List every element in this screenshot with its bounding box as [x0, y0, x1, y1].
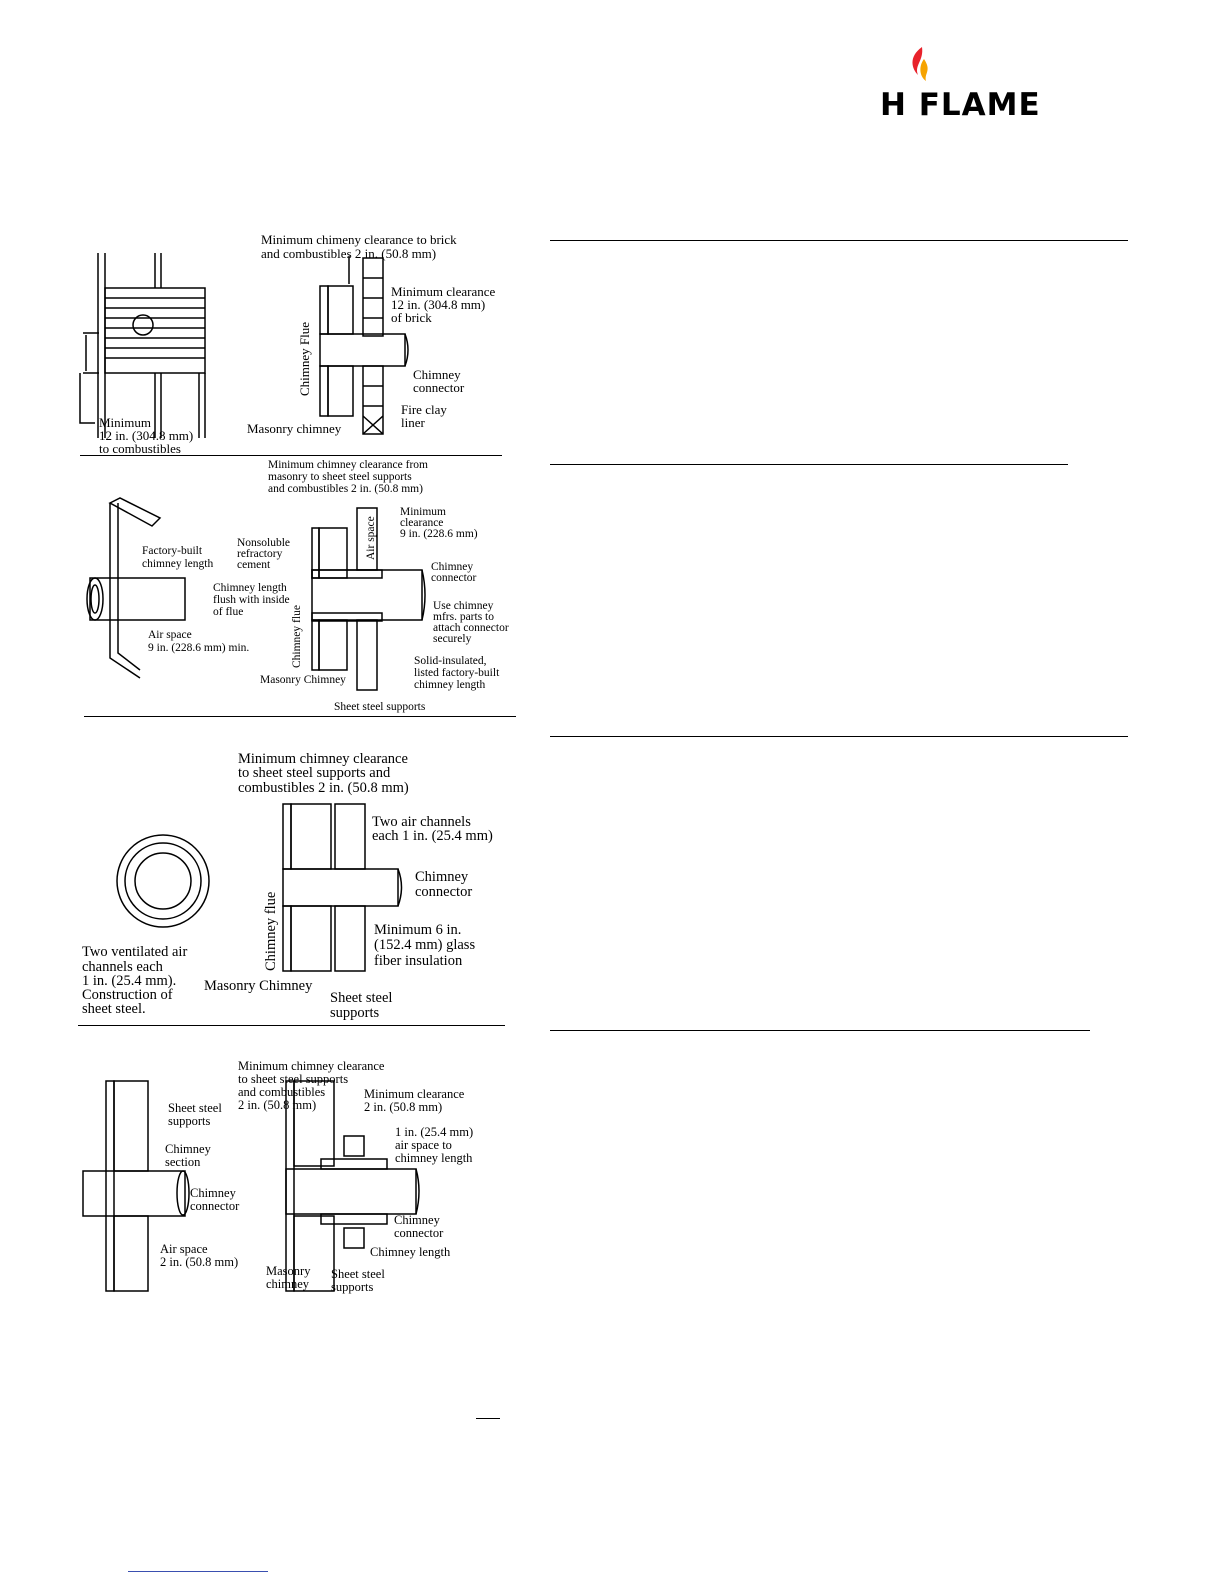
fig-b-factory-2: chimney length: [142, 558, 214, 570]
fig-b-top-1: Minimum chimney clearance from: [268, 459, 428, 471]
fig-c-vent-3: 1 in. (25.4 mm).: [82, 973, 177, 989]
fig-c-flue: Chimney flue: [263, 891, 279, 971]
fig-d-sheet-2: supports: [331, 1280, 374, 1294]
rule-1: [550, 240, 1128, 241]
fig-separator-3: [78, 1025, 505, 1026]
fig-c-top-2: to sheet steel supports and: [238, 765, 391, 781]
figure-ventilated: [78, 746, 518, 1024]
fig-c-vent-5: sheet steel.: [82, 1001, 146, 1017]
fig-d-min2-2: 2 in. (50.8 mm): [364, 1100, 443, 1114]
fig-b-min9-3: 9 in. (228.6 mm): [400, 528, 478, 540]
figure-sheet-steel: [78, 1056, 518, 1306]
fig-d-sheetleft-1: Sheet steel: [168, 1101, 222, 1115]
fig-d-section-2: section: [165, 1155, 201, 1169]
fig-d-connright-2: connector: [394, 1226, 444, 1240]
logo-text: H FLAME: [880, 87, 1041, 123]
fig-b-min9-1: Minimum: [400, 506, 447, 518]
fig-c-sheet-1: Sheet steel: [330, 990, 393, 1006]
fig-b-flush-3: of flue: [213, 606, 244, 618]
fig-c-top-1: Minimum chimney clearance: [238, 751, 408, 767]
fig-c-connector-2: connector: [415, 884, 473, 900]
fig-c-min6-3: fiber insulation: [374, 953, 463, 969]
fig-b-use-3: attach connector: [433, 622, 509, 634]
fig-c-twoair-2: each 1 in. (25.4 mm): [372, 828, 493, 844]
fig-c-min6-1: Minimum 6 in.: [374, 922, 462, 938]
fig-d-section-1: Chimney: [165, 1142, 211, 1156]
fig-a-minclear-3: of brick: [391, 310, 432, 325]
fig-b-nonsol-2: refractory: [237, 548, 283, 560]
fig-a-top-1: Minimum chimeny clearance to brick: [261, 232, 457, 247]
figure-factory-built: [80, 458, 520, 716]
fig-d-top-3: and combustibles: [238, 1085, 326, 1099]
fig-b-air9-1: Air space: [148, 629, 192, 641]
fig-b-nonsol-1: Nonsoluble: [237, 537, 291, 549]
fig-d-onein-2: air space to: [395, 1138, 452, 1152]
fig-b-flush-2: flush with inside: [213, 594, 290, 606]
fig-a-connector-2: connector: [413, 380, 465, 395]
fig-a-min12-1: Minimum: [99, 415, 152, 430]
fig-c-sheet-2: supports: [330, 1005, 380, 1021]
fig-c-top-3: combustibles 2 in. (50.8 mm): [238, 780, 409, 796]
fig-b-solid-2: listed factory-built: [414, 667, 500, 679]
fig-b-airspace-v: Air space: [365, 516, 377, 560]
fig-c-masonry: Masonry Chimney: [204, 978, 313, 994]
fig-b-factory-1: Factory-built: [142, 545, 203, 557]
fig-c-vent-2: channels each: [82, 959, 163, 975]
fig-d-connleft-1: Chimney: [190, 1186, 236, 1200]
fig-c-vent-4: Construction of: [82, 987, 173, 1003]
fig-d-length: Chimney length: [370, 1245, 451, 1259]
fig-b-top-2: masonry to sheet steel supports: [268, 471, 412, 483]
fig-b-nonsol-3: cement: [237, 559, 271, 571]
fig-a-minclear-2: 12 in. (304.8 mm): [391, 297, 486, 312]
fig-c-connector-1: Chimney: [415, 869, 469, 885]
fig-d-onein-1: 1 in. (25.4 mm): [395, 1125, 474, 1139]
fig-a-min12-2: 12 in. (304.8 mm): [99, 428, 194, 443]
fig-a-liner-1: Fire clay: [401, 402, 447, 417]
rule-2: [550, 464, 1068, 465]
fig-a-top-2: and combustibles 2 in. (50.8 mm): [261, 246, 437, 261]
footer-link-underline[interactable]: [128, 1571, 268, 1572]
fig-b-connector-1: Chimney: [431, 561, 474, 573]
fig-b-solid-1: Solid-insulated,: [414, 655, 487, 667]
fig-d-air2-1: Air space: [160, 1242, 208, 1256]
fig-b-top-3: and combustibles 2 in. (50.8 mm): [268, 483, 423, 495]
fig-b-solid-3: chimney length: [414, 679, 486, 691]
fig-d-air2-2: 2 in. (50.8 mm): [160, 1255, 239, 1269]
rule-4: [550, 1030, 1090, 1031]
fig-d-top-4: 2 in. (50.8 mm): [238, 1098, 317, 1112]
fig-a-min12-3: to combustibles: [99, 441, 181, 456]
fig-d-onein-3: chimney length: [395, 1151, 473, 1165]
fig-c-vent-1: Two ventilated air: [82, 944, 188, 960]
fig-d-min2-1: Minimum clearance: [364, 1087, 465, 1101]
figure-masonry-brick: [75, 228, 515, 456]
fig-b-flue: Chimney flue: [291, 605, 303, 668]
fig-d-sheetleft-2: supports: [168, 1114, 211, 1128]
fig-b-connector-2: connector: [431, 572, 477, 584]
fig-b-flush-1: Chimney length: [213, 582, 287, 594]
page-number-underline: [476, 1418, 500, 1419]
rule-3: [550, 736, 1128, 737]
fig-d-sheet-1: Sheet steel: [331, 1267, 385, 1281]
fig-b-use-1: Use chimney: [433, 600, 494, 612]
fig-d-connleft-2: connector: [190, 1199, 240, 1213]
fig-b-air9-2: 9 in. (228.6 mm) min.: [148, 642, 250, 654]
fig-d-top-2: to sheet steel supports: [238, 1072, 349, 1086]
fig-b-sheet: Sheet steel supports: [334, 701, 426, 713]
fig-d-masonry-2: chimney: [266, 1277, 310, 1291]
brand-logo: [880, 45, 1080, 123]
fig-b-use-4: securely: [433, 633, 472, 645]
fig-a-masonry: Masonry chimney: [247, 421, 342, 436]
fig-d-masonry-1: Masonry: [266, 1264, 311, 1278]
fig-d-top-1: Minimum chimney clearance: [238, 1059, 385, 1073]
fig-a-connector-1: Chimney: [413, 367, 461, 382]
fig-c-twoair-1: Two air channels: [372, 814, 471, 830]
fig-d-connright-1: Chimney: [394, 1213, 440, 1227]
fig-separator-2: [84, 716, 516, 717]
fig-b-use-2: mfrs. parts to: [433, 611, 495, 623]
fig-a-minclear-1: Minimum clearance: [391, 284, 496, 299]
fig-a-liner-2: liner: [401, 415, 425, 430]
fig-a-flue: Chimney Flue: [297, 321, 312, 396]
fig-c-min6-2: (152.4 mm) glass: [374, 937, 476, 953]
fig-b-min9-2: clearance: [400, 517, 444, 529]
fig-b-masonry: Masonry Chimney: [260, 674, 346, 686]
